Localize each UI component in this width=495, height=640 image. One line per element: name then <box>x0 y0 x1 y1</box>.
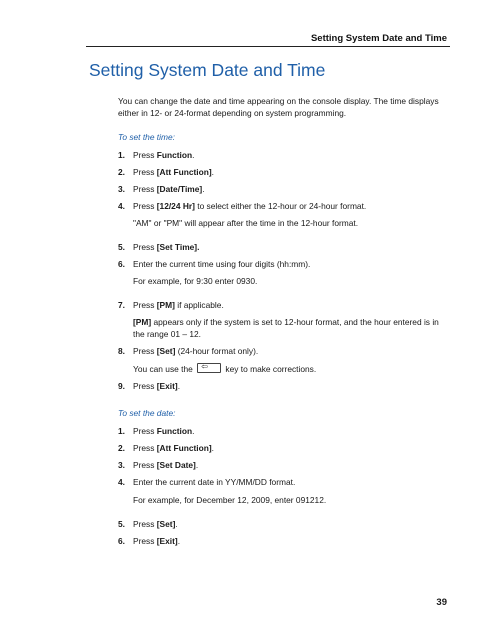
step-key: [Att Function] <box>156 167 212 177</box>
step-number: 3. <box>118 184 125 194</box>
step-key: [12/24 Hr] <box>156 201 195 211</box>
date-step-3 <box>118 459 448 471</box>
note-text-end: key to make corrections. <box>225 364 317 374</box>
date-step-4-note: For example, for December 12, 2009, enter 091212. <box>133 495 327 505</box>
step-number: 2. <box>118 167 125 177</box>
time-step-6-note: For example, for 9:30 enter 0930. <box>133 276 258 286</box>
step-text: Press <box>133 150 157 160</box>
step-text-end: . <box>195 460 199 470</box>
step-number: 8. <box>118 346 125 356</box>
time-step-6 <box>118 258 448 270</box>
note-text: appears only if the system is set to 12-hour format, and the hour entered is in the range 01 – 12. <box>133 317 439 339</box>
step-text: Enter the current date in YY/MM/DD format. <box>133 477 296 487</box>
time-step-7-note <box>118 316 448 340</box>
time-step-4 <box>118 200 448 212</box>
time-step-2 <box>118 166 448 178</box>
step-text: Press <box>133 201 157 211</box>
step-text: Press <box>133 381 157 391</box>
step-key: [Set Date] <box>156 460 196 470</box>
body-content <box>118 95 448 552</box>
step-number: 9. <box>118 381 125 391</box>
date-step-4 <box>118 476 448 488</box>
step-number: 4. <box>118 201 125 211</box>
step-key: [Exit] <box>156 381 178 391</box>
running-header: Setting System Date and Time <box>310 33 447 44</box>
time-subheading: To set the time: <box>118 132 175 142</box>
step-number: 7. <box>118 300 125 310</box>
intro-paragraph: You can change the date and time appearing on the console display. The time displays either in 12- or 24-format depending on system programming. <box>118 96 439 118</box>
step-text: Press <box>133 184 157 194</box>
time-step-1 <box>118 149 448 161</box>
left-arrow-icon: ⇦ <box>201 362 208 371</box>
step-text-end: to select either the 12-hour or 24-hour format. <box>194 201 367 211</box>
note-text: You can use the <box>133 364 193 374</box>
step-text: Press <box>133 536 157 546</box>
page-title: Setting System Date and Time <box>89 60 326 80</box>
step-number: 1. <box>118 150 125 160</box>
step-number: 2. <box>118 443 125 453</box>
date-step-6 <box>118 535 448 547</box>
step-key: [Set] <box>156 519 176 529</box>
step-text-end: . <box>211 167 214 177</box>
step-key: Function <box>156 426 193 436</box>
step-text: Press <box>133 346 157 356</box>
step-number: 1. <box>118 426 125 436</box>
step-text-end: . <box>177 536 181 546</box>
step-number: 5. <box>118 242 125 252</box>
step-text-end: . <box>175 519 178 529</box>
step-text: Press <box>133 460 157 470</box>
time-step-7 <box>118 299 448 311</box>
step-key: [Date/Time] <box>156 184 203 194</box>
time-step-8 <box>118 345 448 357</box>
step-text: Press <box>133 242 157 252</box>
time-step-8-note <box>118 363 448 375</box>
step-text-end: if applicable. <box>174 300 224 310</box>
step-text: Press <box>133 519 157 529</box>
step-text: Press <box>133 167 157 177</box>
step-number: 5. <box>118 519 125 529</box>
step-key: [PM] <box>156 300 175 310</box>
time-step-4-note: "AM" or "PM" will appear after the time in the 12-hour format. <box>133 218 359 228</box>
step-text: Press <box>133 300 157 310</box>
header-rule <box>86 46 450 47</box>
step-key: [Att Function] <box>156 443 212 453</box>
step-key: [Set] <box>156 346 176 356</box>
step-text-end: (24-hour format only). <box>175 346 259 356</box>
step-number: 4. <box>118 477 125 487</box>
backspace-key-icon <box>197 363 221 373</box>
step-number: 6. <box>118 259 125 269</box>
date-step-2 <box>118 442 448 454</box>
step-text: Enter the current time using four digits (hh:mm). <box>133 259 311 269</box>
date-subheading: To set the date: <box>118 408 176 418</box>
time-step-3 <box>118 183 448 195</box>
step-text-end: . <box>211 443 214 453</box>
time-step-5 <box>118 241 448 253</box>
step-text: Press <box>133 426 157 436</box>
step-key: [Set Time]. <box>156 242 200 252</box>
note-key: [PM] <box>133 317 152 327</box>
step-number: 3. <box>118 460 125 470</box>
step-text-end: . <box>192 426 195 436</box>
step-text-end: . <box>177 381 181 391</box>
step-text-end: . <box>202 184 205 194</box>
date-step-5 <box>118 518 448 530</box>
step-text-end: . <box>192 150 195 160</box>
step-number: 6. <box>118 536 125 546</box>
time-step-9 <box>118 380 448 392</box>
step-key: Function <box>156 150 193 160</box>
step-text: Press <box>133 443 157 453</box>
date-step-1 <box>118 425 448 437</box>
step-key: [Exit] <box>156 536 178 546</box>
page-number: 39 <box>436 597 447 608</box>
